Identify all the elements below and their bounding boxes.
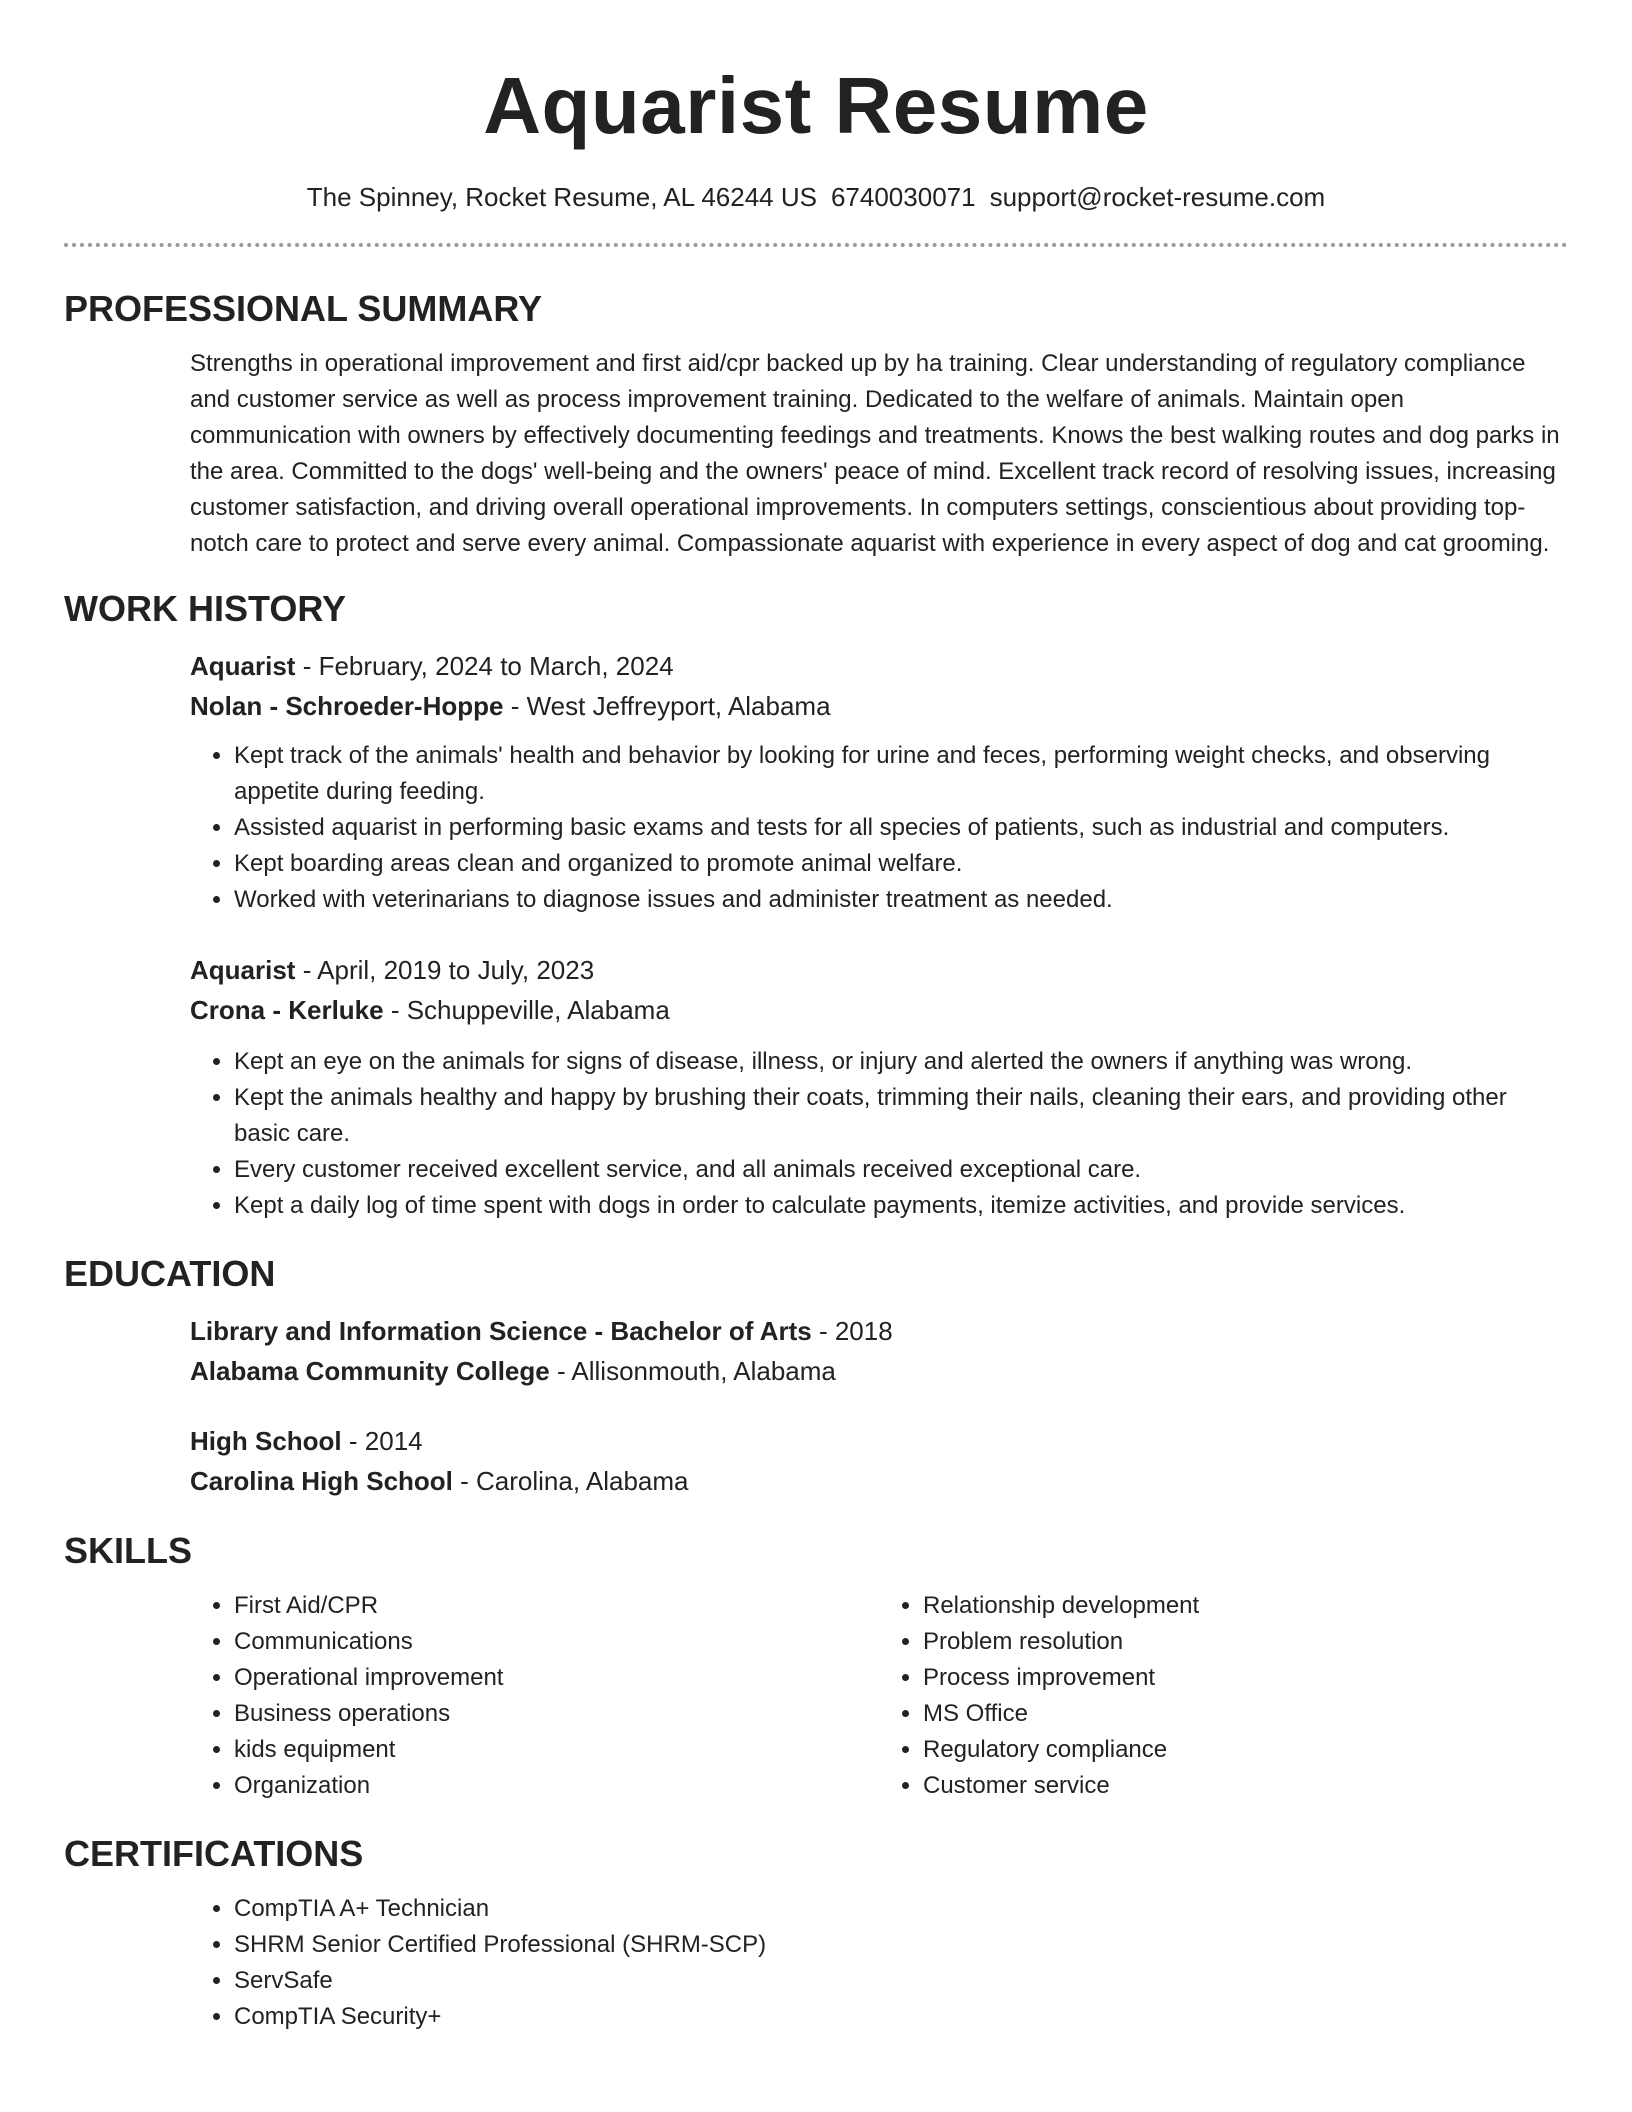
job-entry (190, 646, 1568, 918)
school-line (190, 1351, 1568, 1391)
skills-heading: SKILLS (64, 1530, 193, 1571)
job-title-line (190, 646, 1568, 686)
resume-page (64, 0, 1568, 2035)
job-duty-item: • Kept the animals healthy and happy by brushing their coats, trimming their nails, cleaning their ears, and providing other basic care. (234, 1080, 1568, 1152)
school-location: - Allisonmouth, Alabama (549, 1356, 836, 1386)
header-divider (64, 243, 1568, 247)
certifications-heading: CERTIFICATIONS (64, 1833, 364, 1874)
certifications-section (190, 1891, 1568, 2035)
job-title: Aquarist (190, 955, 296, 985)
contact-address: The Spinney, Rocket Resume, AL 46244 US (306, 182, 817, 212)
job-duty-item: • Kept track of the animals' health and behavior by looking for urine and feces, performing weight checks, and observing appetite during feeding. (234, 738, 1568, 810)
school-name: Carolina High School (190, 1466, 453, 1496)
job-duty-item: • Kept a daily log of time spent with dogs in order to calculate payments, itemize activities, and provide services. (234, 1188, 1568, 1224)
education-heading: EDUCATION (64, 1253, 276, 1294)
certification-item: • SHRM Senior Certified Professional (SHRM-SCP) (234, 1927, 1568, 1963)
skills-list-right (879, 1588, 1568, 1804)
job-duty-item: • Kept boarding areas clean and organized to promote animal welfare. (234, 846, 1568, 882)
degree-line (190, 1311, 1568, 1351)
job-entry (190, 950, 1568, 1224)
degree-line (190, 1421, 1568, 1461)
job-duty-item: • Assisted aquarist in performing basic exams and tests for all species of patients, such as industrial and computers. (234, 810, 1568, 846)
skills-list-left (190, 1588, 879, 1804)
summary-section (190, 346, 1568, 562)
school-line (190, 1461, 1568, 1501)
job-employer-line (190, 990, 1568, 1030)
job-employer: Nolan - Schroeder-Hoppe (190, 691, 504, 721)
degree-name: Library and Information Science - Bachelor of Arts (190, 1316, 812, 1346)
skill-item: • MS Office (923, 1696, 1568, 1732)
contact-phone: 6740030071 (830, 182, 976, 212)
skill-item: • Problem resolution (923, 1624, 1568, 1660)
school-location: - Carolina, Alabama (452, 1466, 689, 1496)
job-employer: Crona - Kerluke (190, 995, 384, 1025)
certification-item: • CompTIA A+ Technician (234, 1891, 1568, 1927)
certification-item: • CompTIA Security+ (234, 1999, 1568, 2035)
skill-item: • Process improvement (923, 1660, 1568, 1696)
contact-email[interactable]: support@rocket-resume.com (989, 182, 1326, 212)
job-dates: - April, 2019 to July, 2023 (295, 955, 595, 985)
job-duties-list (190, 738, 1568, 918)
skill-item: • kids equipment (234, 1732, 879, 1768)
skill-item: • Communications (234, 1624, 879, 1660)
job-location: - Schuppeville, Alabama (383, 995, 670, 1025)
resume-title: Aquarist Resume (483, 61, 1149, 150)
job-employer-line (190, 686, 1568, 726)
job-duties-list (190, 1044, 1568, 1224)
job-title-line (190, 950, 1568, 990)
job-title: Aquarist (190, 651, 296, 681)
education-entry (190, 1421, 1568, 1501)
skills-grid (190, 1588, 1568, 1804)
education-entry (190, 1311, 1568, 1391)
summary-text: Strengths in operational improvement and first aid/cpr backed up by ha training. Clear understanding of regulatory compliance and customer service as well as process improvement training. Dedicated to the welfare of animals. Maintain open communication with owners by effectively documenting feedings and treatments. Knows the best walking routes and dog parks in the area. Committed to the dogs' well-being and the owners' peace of mind. Excellent track record of resolving issues, increasing customer satisfaction, and driving overall operational improvements. In computers settings, conscientious about providing top-notch care to protect and serve every animal. Compassionate aquarist with experience in every aspect of dog and cat grooming. (190, 350, 1560, 557)
job-duty-item: • Worked with veterinarians to diagnose issues and administer treatment as needed. (234, 882, 1568, 918)
certifications-list (190, 1891, 1568, 2035)
job-duty-item: • Kept an eye on the animals for signs of disease, illness, or injury and alerted the owners if anything was wrong. (234, 1044, 1568, 1080)
school-name: Alabama Community College (190, 1356, 550, 1386)
skill-item: • Business operations (234, 1696, 879, 1732)
skill-item: • Relationship development (923, 1588, 1568, 1624)
degree-name: High School (190, 1426, 342, 1456)
certification-item: • ServSafe (234, 1963, 1568, 1999)
work-history-heading: WORK HISTORY (64, 588, 347, 629)
skill-item: • Regulatory compliance (923, 1732, 1568, 1768)
skill-item: • First Aid/CPR (234, 1588, 879, 1624)
summary-heading: PROFESSIONAL SUMMARY (64, 288, 543, 329)
skill-item: • Operational improvement (234, 1660, 879, 1696)
skill-item: • Customer service (923, 1768, 1568, 1804)
contact-line (64, 180, 1568, 214)
skill-item: • Organization (234, 1768, 879, 1804)
job-dates: - February, 2024 to March, 2024 (295, 651, 674, 681)
degree-year: - 2018 (811, 1316, 893, 1346)
job-location: - West Jeffreyport, Alabama (503, 691, 831, 721)
job-duty-item: • Every customer received excellent service, and all animals received exceptional care. (234, 1152, 1568, 1188)
degree-year: - 2014 (341, 1426, 423, 1456)
